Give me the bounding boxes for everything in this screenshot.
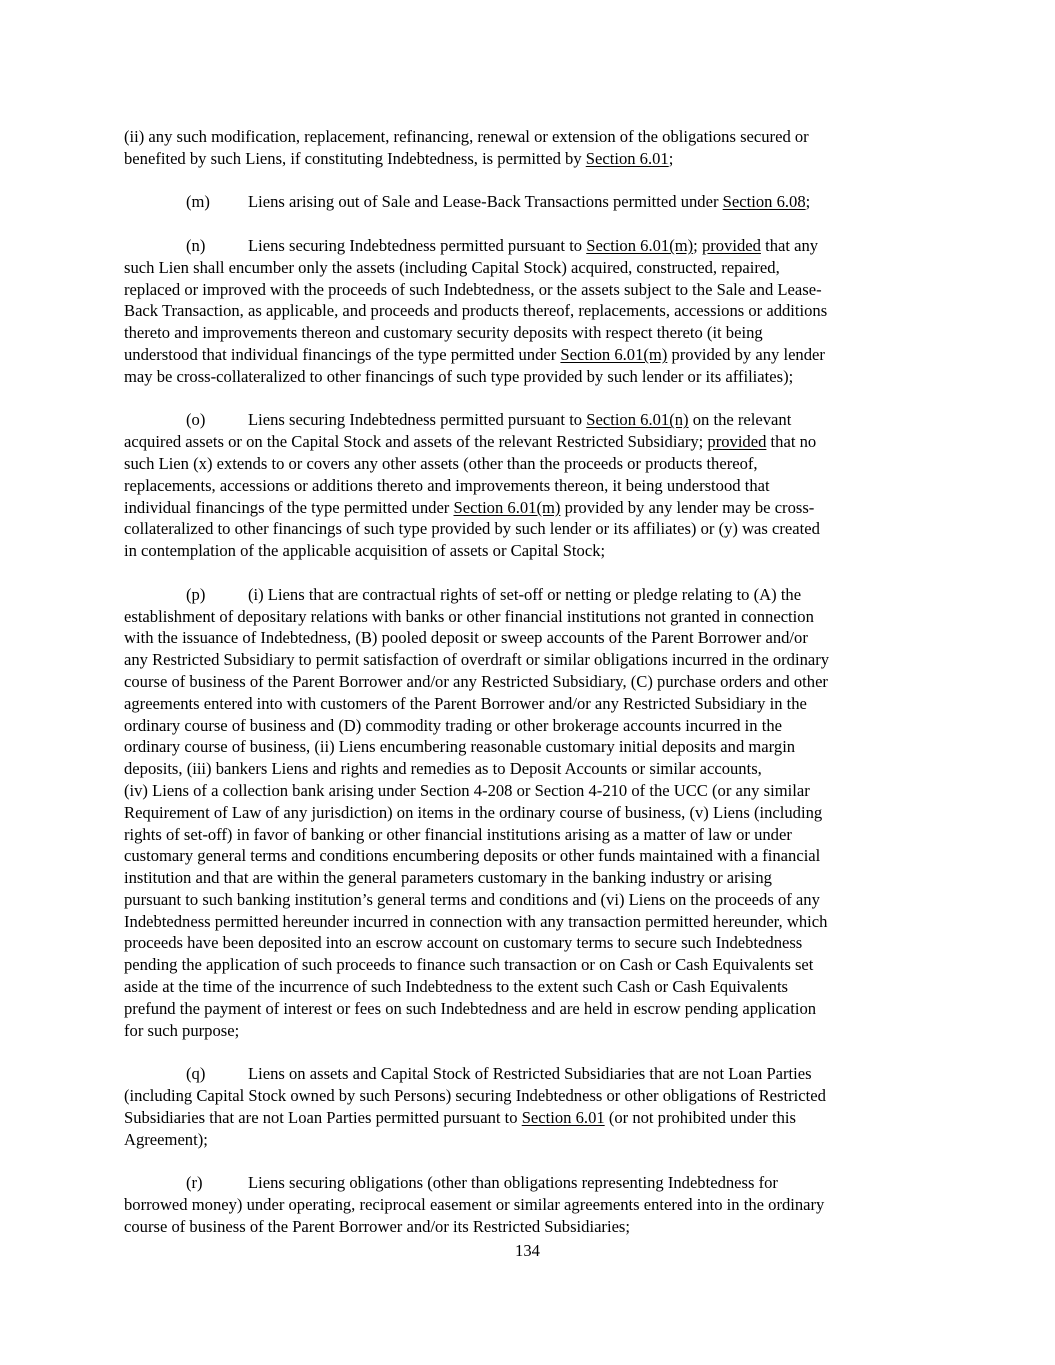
section-reference: Section 6.01(m): [453, 497, 561, 517]
paragraph-r: [124, 1172, 936, 1237]
paragraph-n: [124, 235, 936, 388]
section-reference: Section 6.01: [521, 1107, 605, 1127]
section-reference: Section 6.01(m): [586, 235, 694, 255]
text-line: (r) Liens securing obligations (other than obligations representing Indebtedness for: [186, 1173, 778, 1193]
text-line: ordinary course of business, (ii) Liens encumbering reasonable customary initial deposits and margin: [124, 737, 796, 757]
section-reference: Section 6.01: [585, 148, 669, 168]
text-line: course of business of the Parent Borrower and/or any Restricted Subsidiary, (C) purchase orders and other: [124, 671, 828, 691]
text-line: Indebtedness permitted hereunder incurred in connection with any transaction permitted hereunder, which: [124, 911, 828, 931]
clause-marker: (m): [186, 192, 210, 212]
text-line: collateralized to other financings of such type provided by such lender or its affiliates) or (y) was created: [124, 519, 820, 539]
text-line: in contemplation of the applicable acquisition of assets or Capital Stock;: [124, 541, 606, 561]
clause-marker: (r): [186, 1173, 203, 1193]
text-line: understood that individual financings of the type permitted under Section 6.01(m) provided by any lender: [124, 344, 825, 364]
provided-term: provided: [701, 235, 761, 255]
text-line: (iv) Liens of a collection bank arising under Section 4-208 or Section 4-210 of the UCC (or any similar: [124, 780, 810, 800]
section-reference: Section 6.01(n): [586, 410, 689, 430]
provided-term: provided: [707, 432, 767, 452]
text-line: Requirement of Law of any jurisdiction) on items in the ordinary course of business, (v) Liens (including: [124, 802, 823, 822]
text-line: course of business of the Parent Borrower and/or its Restricted Subsidiaries;: [124, 1216, 631, 1236]
text-line: benefited by such Liens, if constituting Indebtedness, is permitted by Section 6.01;: [124, 148, 674, 168]
text-line: pending the application of such proceeds to finance such transaction or on Cash or Cash Equivalents set: [124, 955, 814, 975]
text-line: institution and that are within the general parameters customary in the banking industry or arising: [124, 868, 772, 888]
text-line: proceeds have been deposited into an escrow account on customary terms to secure such Indebtedness: [124, 933, 803, 953]
text-line: (ii) any such modification, replacement, refinancing, renewal or extension of the obligations secured or: [124, 127, 809, 146]
text-line: replacements, accessions or additions thereto and improvements thereon, it being understood that: [124, 475, 770, 495]
clause-marker: (q): [186, 1064, 206, 1084]
clause-marker: (n): [186, 235, 206, 255]
text-line: pursuant to such banking institution’s general terms and conditions and (vi) Liens on the proceeds of any: [124, 889, 820, 909]
paragraph-m: [124, 191, 936, 213]
text-line: (o) Liens securing Indebtedness permitted pursuant to Section 6.01(n) on the relevant: [186, 410, 792, 430]
text-line: establishment of depositary relations with banks or other financial institutions not granted in connection: [124, 606, 814, 626]
text-line: for such purpose;: [124, 1020, 240, 1040]
clause-marker: (p): [186, 584, 206, 604]
text-line: thereto and improvements thereon and customary security deposits with respect thereto (it being: [124, 323, 763, 343]
text-line: ordinary course of business and (D) commodity trading or other brokerage accounts incurred in the: [124, 715, 783, 735]
section-reference: Section 6.01(m): [560, 344, 668, 364]
text-line: (n) Liens securing Indebtedness permitted pursuant to Section 6.01(m); provided that any: [186, 235, 819, 255]
text-line: individual financings of the type permitted under Section 6.01(m) provided by any lender may be cross-: [124, 497, 815, 517]
paragraph-continuation: [124, 126, 936, 170]
text-line: such Lien (x) extends to or covers any other assets (other than the proceeds or products thereof,: [124, 453, 758, 473]
text-line: rights of set-off) in favor of banking or other financial institutions arising as a matter of law or under: [124, 824, 792, 844]
text-line: Subsidiaries that are not Loan Parties permitted pursuant to Section 6.01 (or not prohibited under this: [124, 1107, 796, 1127]
text-line: any Restricted Subsidiary to permit satisfaction of overdraft or similar obligations incurred in the ordinary: [124, 650, 830, 670]
text-line: Agreement);: [124, 1129, 208, 1149]
paragraph-p: [124, 584, 936, 1042]
paragraph-q: [124, 1063, 936, 1150]
section-reference: Section 6.08: [722, 192, 806, 212]
text-line: may be cross-collateralized to other financings of such type provided by such lender or its affiliates);: [124, 366, 794, 386]
text-line: replaced or improved with the proceeds of such Indebtedness, or the assets subject to the Sale and Lease-: [124, 279, 822, 299]
document-page: [124, 126, 936, 1259]
text-line: deposits, (iii) bankers Liens and rights and remedies as to Deposit Accounts or similar accounts,: [124, 759, 762, 779]
text-line: (m) Liens arising out of Sale and Lease-Back Transactions permitted under Section 6.08;: [186, 192, 811, 212]
text-line: acquired assets or on the Capital Stock and assets of the relevant Restricted Subsidiary; provided that no: [124, 432, 817, 452]
text-line: such Lien shall encumber only the assets (including Capital Stock) acquired, constructed, repaired,: [124, 257, 780, 277]
text-line: borrowed money) under operating, reciprocal easement or similar agreements entered into in the ordinary: [124, 1195, 825, 1215]
text-line: (p) (i) Liens that are contractual rights of set-off or netting or pledge relating to (A) the: [186, 584, 802, 604]
text-line: (including Capital Stock owned by such Persons) securing Indebtedness or other obligations of Restricted: [124, 1086, 826, 1106]
paragraph-o: [124, 409, 936, 562]
text-line: prefund the payment of interest or fees on such Indebtedness and are held in escrow pending application: [124, 998, 817, 1018]
page-number: 134: [515, 1241, 540, 1260]
text-line: aside at the time of the incurrence of such Indebtedness to the extent such Cash or Cash Equivalents: [124, 977, 789, 997]
text-line: with the issuance of Indebtedness, (B) pooled deposit or sweep accounts of the Parent Borrower and/or: [124, 628, 808, 648]
text-line: agreements entered into with customers of the Parent Borrower and/or any Restricted Subsidiary in the: [124, 693, 807, 713]
text-line: Back Transaction, as applicable, and proceeds and products thereof, replacements, accessions or additions: [124, 301, 828, 321]
clause-marker: (o): [186, 410, 206, 430]
text-line: customary general terms and conditions encumbering deposits or other funds maintained with a financial: [124, 846, 821, 866]
text-line: (q) Liens on assets and Capital Stock of Restricted Subsidiaries that are not Loan Parties: [186, 1064, 812, 1084]
